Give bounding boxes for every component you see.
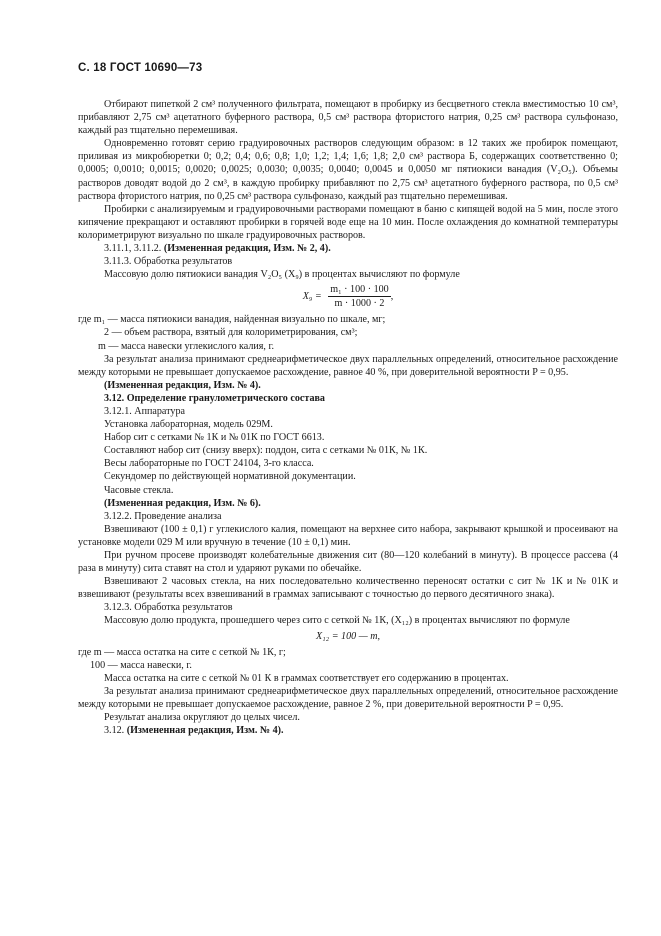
paragraph-calibration: Одновременно готовят серию градуировочных растворов следующим образом: в 12 таких же пробирок помещают, приливая из микробюретки 0; 0,2; 0,4; 0,6; 0,8; 1,0; 1,2; 1,4; 1,6; 1,8; 2,0 см³ раствора Б, содержащих соответственно 0; 0,0005; 0,0010; 0,0015; 0,0020; 0,0025; 0,0030; 0,0035; 0,0040; 0,0045 и 0,0050 мг пятиокиси ванадия (V₂O₅). Объемы растворов доводят водой до 2 см³, в каждую пробирку прибавляют по 2,75 см³ ацетатного буферного раствора, по 0,5 см³ раствора фтористого натрия, по 0,25 см³ раствора сульфоназо, каждый раз тщательно перемешивая. — [78, 138, 618, 202]
paragraph-filtrate: Отбирают пипеткой 2 см³ полученного фильтрата, помещают в пробирку из бесцветного стекла вместимостью 10 см³, прибавляют 2,75 см³ ацетатного буферного раствора, 0,5 см³ раствора фтористого натрия, 0,25 см³ раствора сульфоназо, каждый раз тщательно перемешивая. — [78, 99, 618, 137]
apparatus-item: Установка лабораторная, модель 029М. — [104, 419, 273, 431]
formula-x9 — [78, 283, 618, 310]
section-number: 3.11.1, 3.11.2. — [104, 243, 162, 255]
section-3-12-1-heading: 3.12.1. Аппаратура — [104, 405, 185, 417]
where-m1: где m₁ — масса пятиокиси ванадия, найденная визуально по шкале, мг; — [78, 314, 386, 326]
edit-note: (Измененная редакция, Изм. № 4). — [126, 725, 284, 737]
section-3-11-1-edit — [78, 242, 618, 255]
apparatus-item: Часовые стекла. — [104, 484, 174, 496]
paragraph-formula-intro: Массовую долю пятиокиси ванадия V₂O₅ (X₉) в процентах вычисляют по формуле — [104, 269, 460, 281]
apparatus-item: Секундомер по действующей нормативной документации. — [104, 471, 356, 483]
section-3-12-3-heading: 3.12.3. Обработка результатов — [104, 602, 233, 614]
section-3-11-3-heading: 3.11.3. Обработка результатов — [104, 256, 233, 268]
formula-x12-text: X₁₂ = 100 — m, — [315, 630, 381, 642]
formula-x12 — [78, 630, 618, 643]
section-number: 3.12. — [104, 725, 125, 737]
document-body — [78, 98, 618, 737]
edit-note-4: (Измененная редакция, Изм. № 4). — [104, 379, 261, 391]
where-m-residue: где m — масса остатка на сите с сеткой № 1К, г; — [78, 646, 286, 658]
where-m: m — масса навески углекислого калия, г. — [98, 340, 274, 352]
where-2: 2 — объем раствора, взятый для колориметрирования, см³; — [104, 327, 358, 339]
paragraph-manual-sieve: При ручном просеве производят колебательные движения сит (80—120 колебаний в минуту). В процессе рассева (4 раза в минуту) сита ставят на стол и ударяют руками по обечайке. — [78, 550, 618, 575]
paragraph-residue-01k: Масса остатка на сите с сеткой № 01 К в граммах соответствует его содержанию в процентах. — [104, 672, 509, 684]
paragraph-formula2-intro: Массовую долю продукта, прошедшего через сито с сеткой № 1К, (X₁₂) в процентах вычисляют по формуле — [104, 615, 570, 627]
paragraph-watch-glasses: Взвешивают 2 часовых стекла, на них последовательно количественно переносят остатки с сит № 1К и № 01К и взвешивают (результаты всех взвешиваний в граммах записывают с точностью до первого десятичного знака). — [78, 576, 618, 601]
formula-tail: , — [390, 291, 394, 303]
section-3-12-edit — [78, 724, 618, 737]
formula-numerator: m₁ · 100 · 100 — [330, 284, 389, 296]
edit-note: (Измененная редакция, Изм. № 2, 4). — [163, 243, 331, 255]
paragraph-weigh: Взвешивают (100 ± 0,1) г углекислого калия, помещают на верхнее сито набора, закрывают крышкой и просеивают на установке модели 029 М или вручную в течение (10 ± 0,1) мин. — [78, 523, 618, 548]
page-header: С. 18 ГОСТ 10690—73 — [78, 62, 203, 74]
edit-note-6: (Измененная редакция, Изм. № 6). — [104, 497, 261, 509]
formula-fraction — [328, 283, 390, 310]
apparatus-item: Набор сит с сетками № 1К и № 01К по ГОСТ 6613. — [104, 432, 325, 444]
paragraph-rounding: Результат анализа округляют до целых чисел. — [104, 712, 300, 724]
formula-lhs: X₉ = — [302, 291, 322, 303]
apparatus-item: Весы лабораторные по ГОСТ 24104, 3-го класса. — [104, 458, 314, 470]
where-100: 100 — масса навески, г. — [90, 659, 192, 671]
paragraph-result-2: За результат анализа принимают среднеарифметическое двух параллельных определений, относительное расхождение между которыми не превышает допускаемое расхождение, равное 2 %, при доверительной вероятности P = 0,95. — [78, 685, 618, 711]
paragraph-bath: Пробирки с анализируемым и градуировочными растворами помещают в баню с кипящей водой на 5 мин, после этого кипячение прекращают и оставляют пробирки в горячей воде еще на 10 мин. После охлаждения до комнатной температуры колориметрируют визуально по шкале градуировочных растворов. — [78, 203, 618, 241]
formula-denominator: m · 1000 · 2 — [334, 298, 385, 310]
apparatus-item: Составляют набор сит (снизу вверх): поддон, сита с сетками № 01К, № 1К. — [104, 445, 428, 457]
paragraph-result-40: За результат анализа принимают среднеарифметическое двух параллельных определений, относительное расхождение между которыми не превышает допускаемое расхождение, равное 40 %, при доверительной вероятности P = 0,95. — [78, 353, 618, 378]
section-3-12-heading: 3.12. Определение гранулометрического состава — [104, 392, 325, 404]
section-3-12-2-heading: 3.12.2. Проведение анализа — [104, 510, 222, 522]
